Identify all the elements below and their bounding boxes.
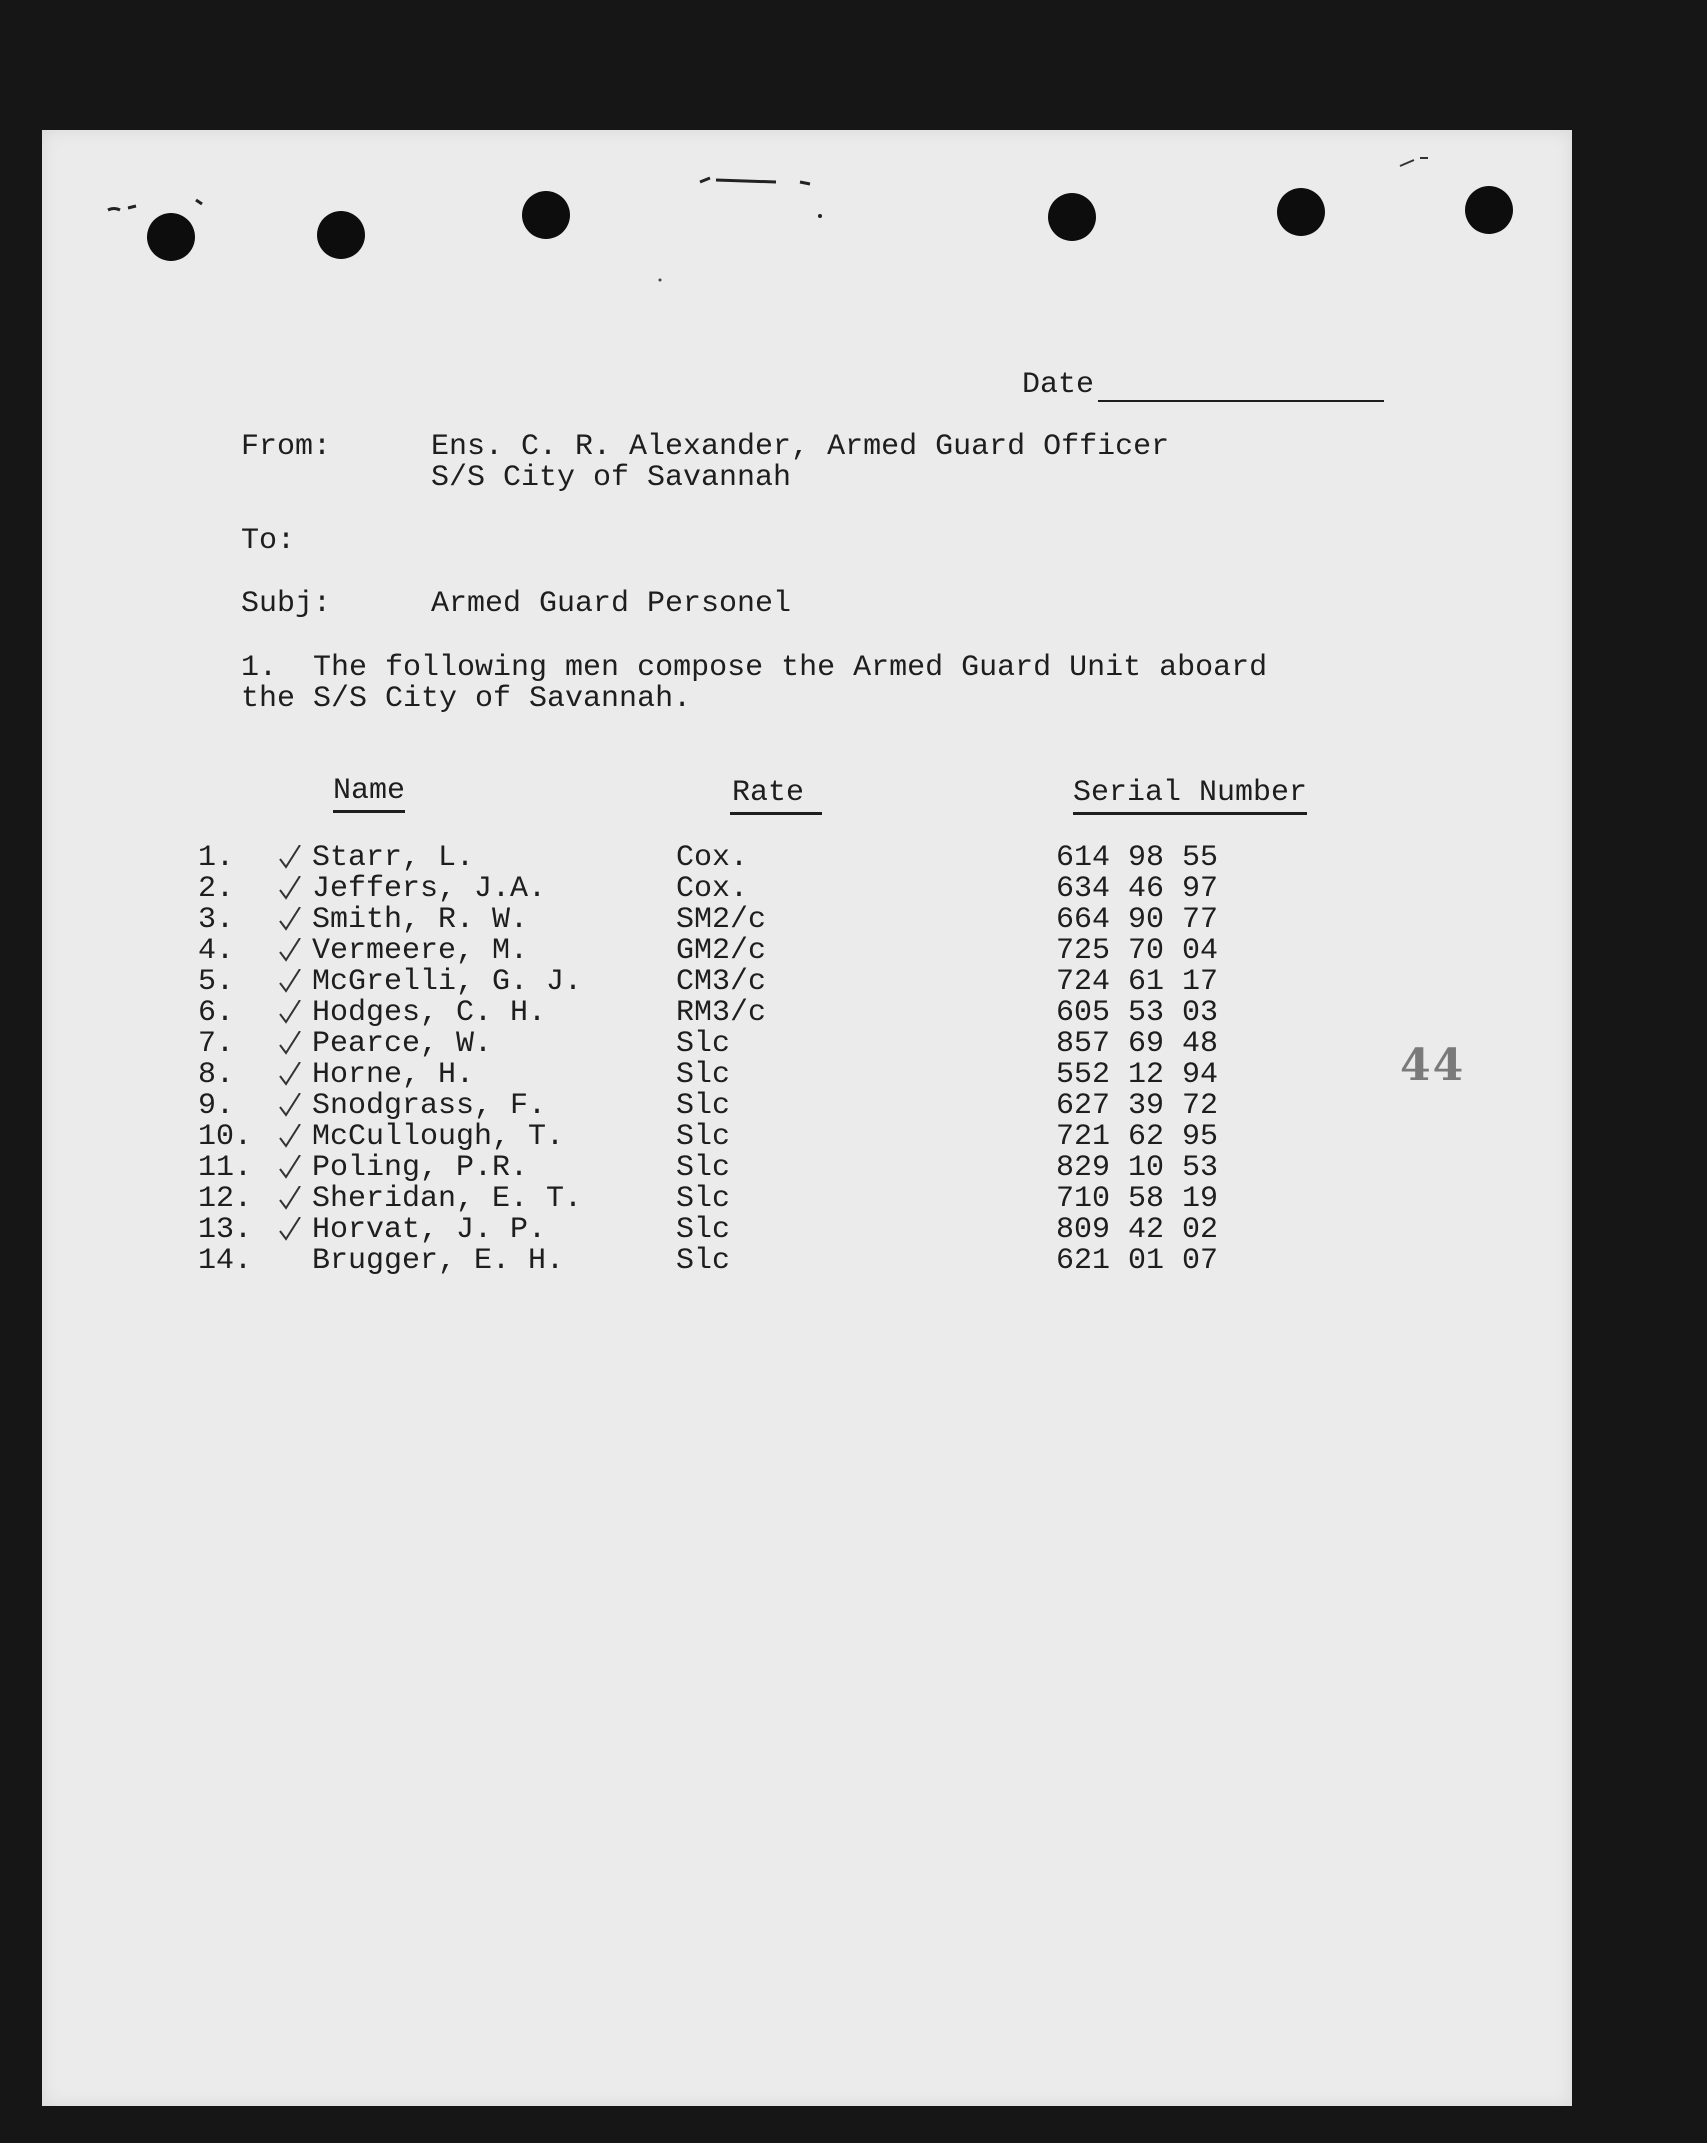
- checkmark-icon: [278, 1155, 302, 1181]
- row-name: Poling, P.R.: [312, 1151, 529, 1185]
- row-number: 12.: [198, 1182, 253, 1216]
- row-serial: 621 01 07: [1056, 1244, 1219, 1278]
- row-serial: 605 53 03: [1056, 996, 1219, 1030]
- checkmark-icon: [278, 1062, 302, 1088]
- row-name: Horne, H.: [312, 1058, 475, 1092]
- row-rate: Cox.: [676, 872, 749, 906]
- row-name: McGrelli, G. J.: [312, 965, 583, 999]
- row-name: Vermeere, M.: [312, 934, 529, 968]
- row-serial: 710 58 19: [1056, 1182, 1219, 1216]
- row-serial: 809 42 02: [1056, 1213, 1219, 1247]
- row-number: 5.: [198, 965, 235, 999]
- row-serial: 614 98 55: [1056, 841, 1219, 875]
- row-rate: SM2/c: [676, 903, 767, 937]
- row-name: Snodgrass, F.: [312, 1089, 547, 1123]
- row-name: Hodges, C. H.: [312, 996, 547, 1030]
- row-number: 3.: [198, 903, 235, 937]
- row-rate: Slc: [676, 1213, 731, 1247]
- row-serial: 634 46 97: [1056, 872, 1219, 906]
- row-name: Starr, L.: [312, 841, 475, 875]
- table-row: [0, 1060, 1300, 1091]
- table-row: [0, 1029, 1300, 1060]
- row-name: Sheridan, E. T.: [312, 1182, 583, 1216]
- row-number: 8.: [198, 1058, 235, 1092]
- row-name: McCullough, T.: [312, 1120, 565, 1154]
- checkmark-icon: [278, 938, 302, 964]
- row-name: Jeffers, J.A.: [312, 872, 547, 906]
- table-row: [0, 1153, 1300, 1184]
- date-label: Date: [1022, 368, 1095, 402]
- checkmark-icon: [278, 1186, 302, 1212]
- checkmark-icon: [278, 1000, 302, 1026]
- paper-marks: [0, 0, 1707, 400]
- column-header-name: Name: [333, 776, 405, 813]
- subj-value: Armed Guard Personel: [431, 587, 792, 621]
- paragraph-line-2: the S/S City of Savannah.: [241, 682, 692, 716]
- row-number: 11.: [198, 1151, 253, 1185]
- row-number: 13.: [198, 1213, 253, 1247]
- row-rate: GM2/c: [676, 934, 767, 968]
- row-number: 4.: [198, 934, 235, 968]
- table-row: [0, 843, 1300, 874]
- row-number: 7.: [198, 1027, 235, 1061]
- row-serial: 721 62 95: [1056, 1120, 1219, 1154]
- row-number: 9.: [198, 1089, 235, 1123]
- row-serial: 627 39 72: [1056, 1089, 1219, 1123]
- row-name: Brugger, E. H.: [312, 1244, 565, 1278]
- checkmark-icon: [278, 845, 302, 871]
- row-number: 6.: [198, 996, 235, 1030]
- checkmark-icon: [278, 876, 302, 902]
- table-row: [0, 1122, 1300, 1153]
- table-row: [0, 905, 1300, 936]
- row-serial: 552 12 94: [1056, 1058, 1219, 1092]
- column-header-rate: Rate: [730, 778, 822, 815]
- from-label: From:: [241, 430, 332, 464]
- row-rate: Cox.: [676, 841, 749, 875]
- row-serial: 664 90 77: [1056, 903, 1219, 937]
- row-name: Pearce, W.: [312, 1027, 493, 1061]
- row-rate: Slc: [676, 1058, 731, 1092]
- row-serial: 829 10 53: [1056, 1151, 1219, 1185]
- table-row: [0, 967, 1300, 998]
- row-name: Horvat, J. P.: [312, 1213, 547, 1247]
- row-rate: RM3/c: [676, 996, 767, 1030]
- checkmark-icon: [278, 1031, 302, 1057]
- page-number-stamp: 44: [1400, 1040, 1466, 1091]
- table-row: [0, 1215, 1300, 1246]
- from-line-1: Ens. C. R. Alexander, Armed Guard Officer: [431, 430, 1170, 464]
- table-row: [0, 874, 1300, 905]
- table-row: [0, 1091, 1300, 1122]
- to-label: To:: [241, 524, 296, 558]
- checkmark-icon: [278, 1093, 302, 1119]
- table-row: [0, 1246, 1300, 1277]
- row-rate: Slc: [676, 1089, 731, 1123]
- row-serial: 857 69 48: [1056, 1027, 1219, 1061]
- from-line-2: S/S City of Savannah: [431, 461, 792, 495]
- row-rate: Slc: [676, 1244, 731, 1278]
- row-name: Smith, R. W.: [312, 903, 529, 937]
- date-blank-line: [1098, 400, 1384, 402]
- row-rate: Slc: [676, 1182, 731, 1216]
- table-row: [0, 1184, 1300, 1215]
- row-serial: 724 61 17: [1056, 965, 1219, 999]
- paragraph-line-1: 1. The following men compose the Armed Guard Unit aboard: [241, 651, 1268, 685]
- checkmark-icon: [278, 969, 302, 995]
- checkmark-icon: [278, 1217, 302, 1243]
- row-number: 10.: [198, 1120, 253, 1154]
- row-rate: Slc: [676, 1120, 731, 1154]
- table-row: [0, 998, 1300, 1029]
- row-serial: 725 70 04: [1056, 934, 1219, 968]
- row-number: 1.: [198, 841, 235, 875]
- row-number: 14.: [198, 1244, 253, 1278]
- column-header-serial-number: Serial Number: [1073, 778, 1307, 815]
- row-rate: Slc: [676, 1027, 731, 1061]
- row-rate: CM3/c: [676, 965, 767, 999]
- checkmark-icon: [278, 907, 302, 933]
- row-number: 2.: [198, 872, 235, 906]
- table-row: [0, 936, 1300, 967]
- checkmark-icon: [278, 1124, 302, 1150]
- row-rate: Slc: [676, 1151, 731, 1185]
- subj-label: Subj:: [241, 587, 332, 621]
